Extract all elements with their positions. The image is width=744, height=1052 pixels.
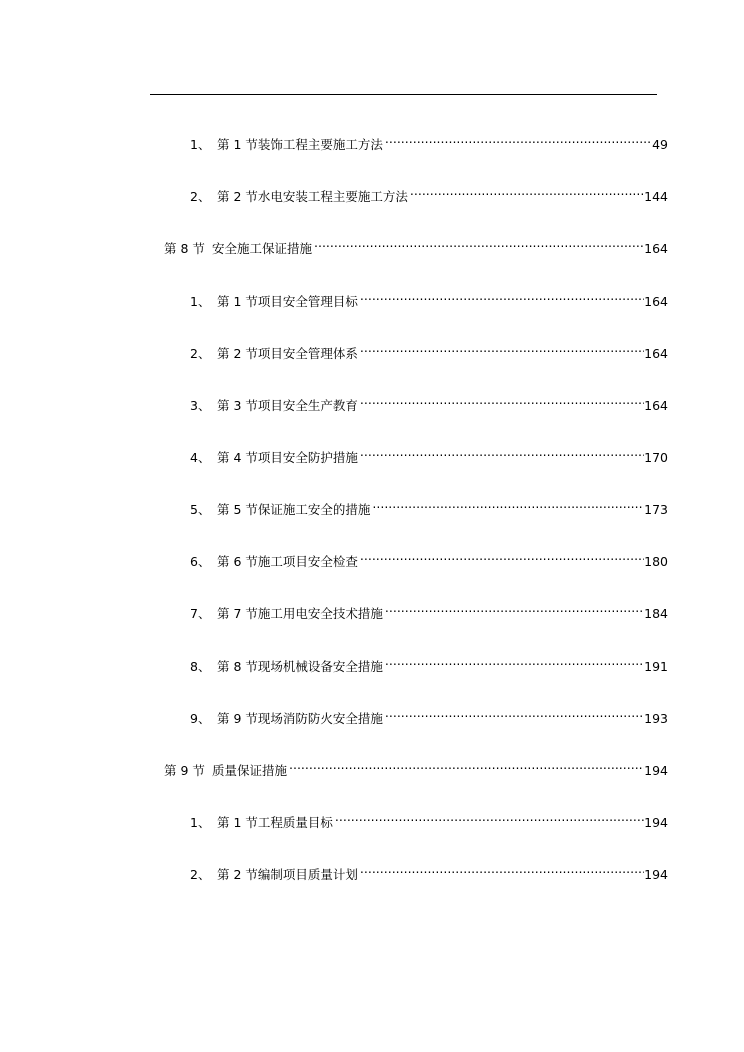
toc-entry[interactable] (190, 286, 668, 309)
toc-dot-leader (335, 807, 644, 827)
toc-dot-leader (385, 651, 644, 671)
toc-entry-title: 第 7 节施工用电安全技术措施 (217, 606, 383, 621)
toc-entry-title: 第 8 节现场机械设备安全措施 (217, 659, 383, 674)
toc-entry[interactable] (164, 755, 668, 778)
toc-dot-leader (360, 390, 644, 410)
toc-entry-page: 193 (644, 709, 668, 729)
toc-entry-page: 194 (644, 761, 668, 781)
toc-entry-page: 194 (644, 865, 668, 885)
toc-entry-title: 第 4 节项目安全防护措施 (217, 450, 358, 465)
toc-entry-title: 第 9 节现场消防防火安全措施 (217, 711, 383, 726)
toc-entry[interactable] (190, 859, 668, 882)
toc-entry-title: 第 1 节项目安全管理目标 (217, 294, 358, 309)
toc-entry-number: 第 9 节 (164, 763, 205, 778)
toc-entry-title: 第 2 节水电安装工程主要施工方法 (217, 189, 408, 204)
toc-entry[interactable] (164, 233, 668, 256)
toc-dot-leader (289, 755, 644, 775)
toc-entry[interactable] (190, 129, 668, 152)
toc-entry-number: 第 8 节 (164, 241, 205, 256)
toc-entry-title: 安全施工保证措施 (212, 241, 313, 256)
toc-entry[interactable] (190, 338, 668, 361)
toc-dot-leader (314, 233, 644, 253)
toc-entry-page: 164 (644, 344, 668, 364)
toc-entry-title: 第 1 节工程质量目标 (217, 815, 333, 830)
toc-entry-number: 3、 (190, 398, 211, 413)
toc-entry-number: 4、 (190, 450, 211, 465)
toc-entry[interactable] (190, 390, 668, 413)
toc-entry[interactable] (190, 703, 668, 726)
toc-entry-title: 第 2 节编制项目质量计划 (217, 867, 358, 882)
toc-entry-number: 1、 (190, 137, 211, 152)
toc-entry-page: 173 (644, 500, 668, 520)
toc-entry-number: 1、 (190, 294, 211, 309)
toc-entry[interactable] (190, 598, 668, 621)
toc-dot-leader (372, 494, 644, 514)
toc-entry-page: 184 (644, 604, 668, 624)
toc-entry[interactable] (190, 442, 668, 465)
toc-entry-title: 第 3 节项目安全生产教育 (217, 398, 358, 413)
toc-entry-page: 49 (652, 135, 668, 155)
toc-entry-title: 第 2 节项目安全管理体系 (217, 346, 358, 361)
toc-entry[interactable] (190, 546, 668, 569)
toc-dot-leader (360, 286, 644, 306)
toc-entry-title: 质量保证措施 (212, 763, 288, 778)
toc-dot-leader (360, 546, 644, 566)
toc-entry-page: 164 (644, 292, 668, 312)
toc-entry-number: 5、 (190, 502, 211, 517)
toc-entry-number: 2、 (190, 867, 211, 882)
toc-entry-title: 第 5 节保证施工安全的措施 (217, 502, 371, 517)
toc-dot-leader (385, 129, 652, 149)
toc-dot-leader (385, 598, 644, 618)
toc-entry-page: 194 (644, 813, 668, 833)
toc-entry-page: 170 (644, 448, 668, 468)
toc-entry-number: 2、 (190, 346, 211, 361)
toc-dot-leader (360, 338, 644, 358)
header-rule (150, 94, 657, 95)
toc-entry-page: 144 (644, 187, 668, 207)
toc-entry-title: 第 6 节施工项目安全检查 (217, 554, 358, 569)
toc-entry-title: 第 1 节装饰工程主要施工方法 (217, 137, 383, 152)
toc-entry-number: 1、 (190, 815, 211, 830)
toc-dot-leader (360, 859, 644, 879)
toc-entry[interactable] (190, 807, 668, 830)
toc-entry[interactable] (190, 651, 668, 674)
toc-entry[interactable] (190, 494, 668, 517)
toc-entry-number: 2、 (190, 189, 211, 204)
toc-entry-page: 191 (644, 657, 668, 677)
toc-dot-leader (410, 181, 644, 201)
toc-dot-leader (385, 703, 644, 723)
toc-entry[interactable] (190, 181, 668, 204)
toc-entry-page: 180 (644, 552, 668, 572)
toc-entry-number: 7、 (190, 606, 211, 621)
toc-entry-number: 6、 (190, 554, 211, 569)
toc-entry-number: 8、 (190, 659, 211, 674)
toc-entry-number: 9、 (190, 711, 211, 726)
toc-entry-page: 164 (644, 239, 668, 259)
toc-entry-page: 164 (644, 396, 668, 416)
toc-dot-leader (360, 442, 644, 462)
